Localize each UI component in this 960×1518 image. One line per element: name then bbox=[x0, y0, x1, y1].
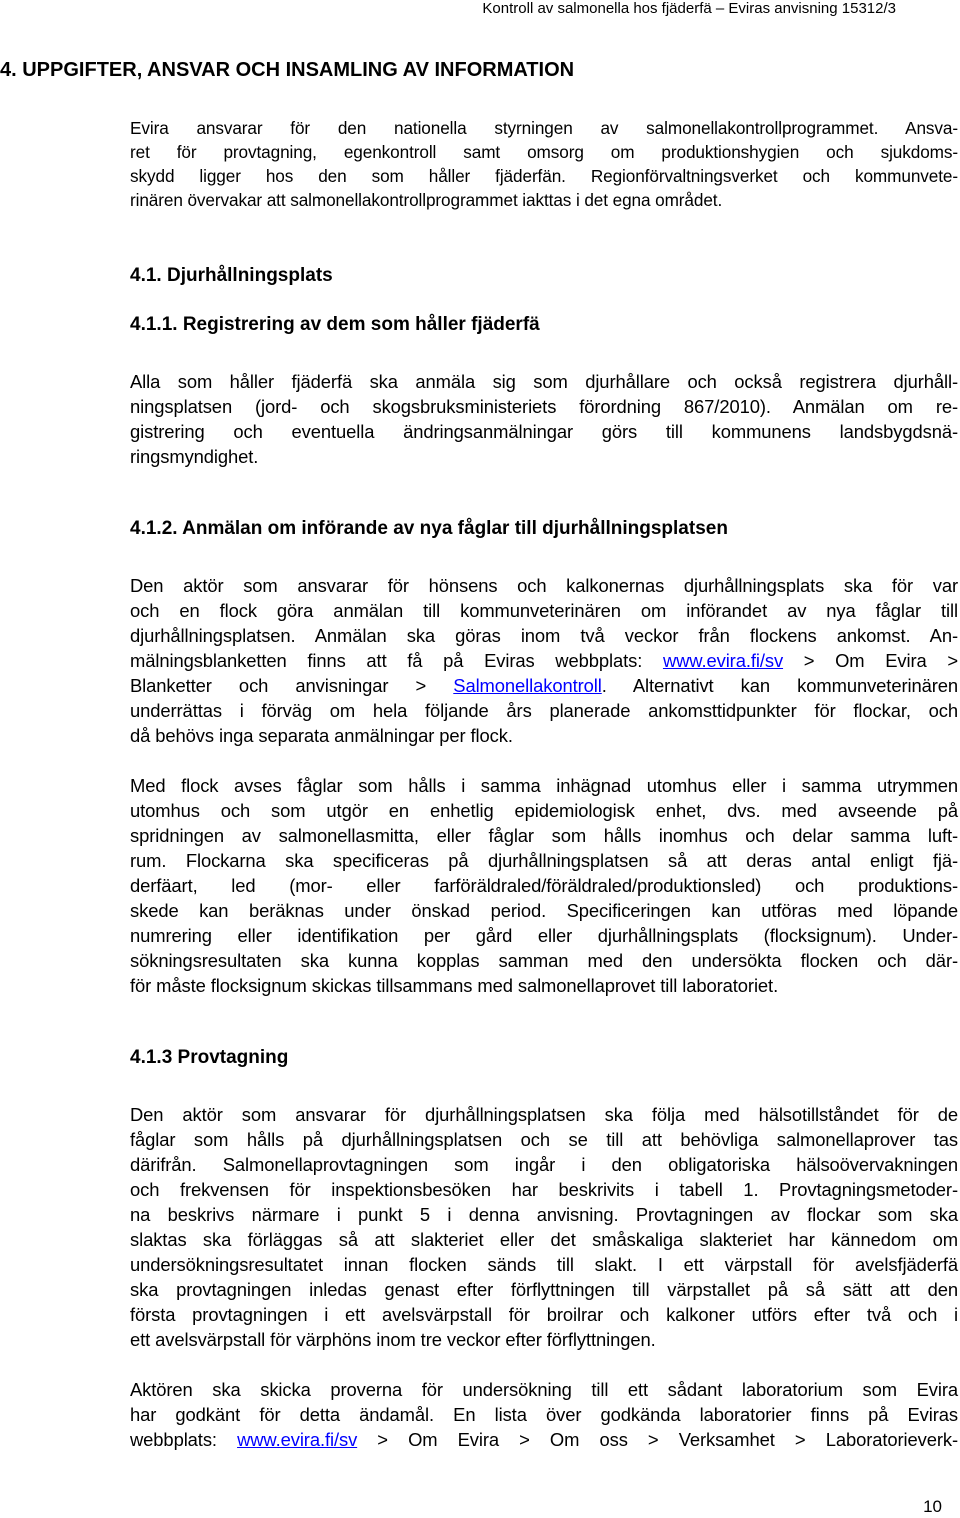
sampling-paragraph bbox=[130, 1102, 958, 1352]
notification-paragraph bbox=[130, 573, 958, 748]
text-line: och en flock göra anmälan till kommunveterinären om införandet av nya fåglar till bbox=[130, 600, 958, 621]
text-line: för måste flocksignum skickas tillsammans med salmonellaprovet till laboratoriet. bbox=[130, 975, 779, 996]
text-line: djurhållningsplatsen. Anmälan ska göras inom två veckor från flockens ankomst. An- bbox=[130, 625, 958, 646]
text-line: då behövs inga separata anmälningar per flock. bbox=[130, 725, 513, 746]
text-fragment: > Om Evira > Om oss > Verksamhet > Laboratorieverk- bbox=[357, 1429, 959, 1450]
text-line: skede kan beräknas under önskad period. Specificeringen kan utföras med löpande bbox=[130, 900, 958, 921]
text-line: ret för provtagning, egenkontroll samt omsorg om produktionshygien och sjukdoms- bbox=[130, 142, 958, 162]
text-line: derfäart, led (mor- eller farföräldraled/föräldraled/produktionsled) och produktions- bbox=[130, 875, 958, 896]
salmonellakontroll-link[interactable]: Salmonellakontroll bbox=[453, 675, 602, 696]
text-line: Evira ansvarar för den nationella styrningen av salmonellakontrollprogrammet. Ansva- bbox=[130, 118, 958, 138]
text-line: numrering eller identifikation per gård eller djurhållningsplats (flocksignum). Under- bbox=[130, 925, 958, 946]
text-line: undersökningsresultatet innan flocken sänds till slakt. I ett värpstall för avelsfjäderfä bbox=[130, 1254, 958, 1275]
laboratory-paragraph bbox=[130, 1377, 958, 1452]
registration-paragraph bbox=[130, 369, 958, 469]
text-line: Med flock avses fåglar som hålls i samma inhägnad utomhus eller i samma utrymmen bbox=[130, 775, 958, 796]
text-line: rinären övervakar att salmonellakontrollprogrammet iakttas i det egna området. bbox=[130, 190, 723, 210]
text-line: Aktören ska skicka proverna för undersökning till ett sådant laboratorium som Evira bbox=[130, 1379, 958, 1400]
text-line bbox=[130, 673, 958, 698]
text-line: na beskrivs närmare i punkt 5 i denna anvisning. Provtagningen av flockar som ska bbox=[130, 1204, 958, 1225]
text-fragment: . Alternativt kan kommunveterinären bbox=[601, 675, 958, 696]
text-fragment: Blanketter och anvisningar > bbox=[130, 675, 454, 696]
flock-definition-paragraph bbox=[130, 773, 958, 998]
section-heading: 4. UPPGIFTER, ANSVAR OCH INSAMLING AV INFORMATION bbox=[0, 59, 575, 81]
text-line: Alla som håller fjäderfä ska anmäla sig som djurhållare och också registrera djurhåll- bbox=[130, 371, 958, 392]
page-number: 10 bbox=[923, 1497, 942, 1516]
text-line: Den aktör som ansvarar för hönsens och kalkonernas djurhållningsplats ska för var bbox=[130, 575, 958, 596]
text-line: fåglar som hålls på djurhållningsplatsen och se till att behövliga salmonellaprover tas bbox=[130, 1129, 958, 1150]
text-line: ringsmyndighet. bbox=[130, 446, 259, 467]
text-line: utomhus och som utgör en enhetlig epidemiologisk enhet, dvs. med avseende på bbox=[130, 800, 958, 821]
text-line: har godkänt för detta ändamål. En lista över godkända laboratorier finns på Eviras bbox=[130, 1404, 958, 1425]
text-fragment: mälningsblanketten finns att få på Eviras webbplats: bbox=[130, 650, 663, 671]
text-line: ningsplatsen (jord- och skogsbruksministeriets förordning 867/2010). Anmälan om re- bbox=[130, 396, 958, 417]
text-line: därifrån. Salmonellaprovtagningen som ingår i den obligatoriska hälsoövervakningen bbox=[130, 1154, 958, 1175]
text-line: slaktas ska förläggas så att slakteriet eller det småskaliga slakteriet har kännedom om bbox=[130, 1229, 958, 1250]
text-fragment: > Om Evira > bbox=[783, 650, 958, 671]
subsection-heading-4-1-2: 4.1.2. Anmälan om införande av nya fåglar till djurhållningsplatsen bbox=[130, 518, 728, 539]
evira-website-link-2[interactable]: www.evira.fi/sv bbox=[237, 1429, 358, 1450]
evira-website-link[interactable]: www.evira.fi/sv bbox=[662, 650, 784, 671]
text-line: gistrering och eventuella ändringsanmälningar görs till kommunens landsbygdsnä- bbox=[130, 421, 958, 442]
text-line: spridningen av salmonellasmitta, eller fåglar som hålls inomhus och delar samma luft- bbox=[130, 825, 958, 846]
text-line: rum. Flockarna ska specificeras på djurhållningsplatsen så att deras antal enligt fjä- bbox=[130, 850, 958, 871]
text-line: skydd ligger hos den som håller fjäderfän. Regionförvaltningsverket och kommunvete- bbox=[130, 166, 958, 186]
subsection-heading-4-1: 4.1. Djurhållningsplats bbox=[130, 265, 333, 286]
text-line: sökningsresultaten ska kunna kopplas samman med den undersökta flocken och där- bbox=[130, 950, 958, 971]
text-line bbox=[130, 648, 958, 673]
intro-paragraph bbox=[130, 116, 958, 212]
subsection-heading-4-1-1: 4.1.1. Registrering av dem som håller fjäderfä bbox=[130, 314, 540, 335]
running-header: Kontroll av salmonella hos fjäderfä – Eviras anvisning 15312/3 bbox=[482, 0, 896, 17]
text-line: ska provtagningen inledas genast efter förflyttningen till värpstallet på så sätt att den bbox=[130, 1279, 958, 1300]
text-fragment: webbplats: bbox=[130, 1429, 238, 1450]
text-line: underrättas i förväg om hela följande års planerade ankomsttidpunkter för flockar, och bbox=[130, 700, 958, 721]
text-line: första provtagningen i ett avelsvärpstall för broilrar och kalkoner utförs efter två och i bbox=[130, 1304, 958, 1325]
text-line: och frekvensen för inspektionsbesöken har beskrivits i tabell 1. Provtagningsmetoder- bbox=[130, 1179, 958, 1200]
subsection-heading-4-1-3: 4.1.3 Provtagning bbox=[130, 1047, 289, 1068]
text-line: ett avelsvärpstall för värphöns inom tre veckor efter förflyttningen. bbox=[130, 1329, 656, 1350]
text-line: Den aktör som ansvarar för djurhållningsplatsen ska följa med hälsotillståndet för de bbox=[130, 1104, 958, 1125]
text-line bbox=[130, 1427, 958, 1452]
